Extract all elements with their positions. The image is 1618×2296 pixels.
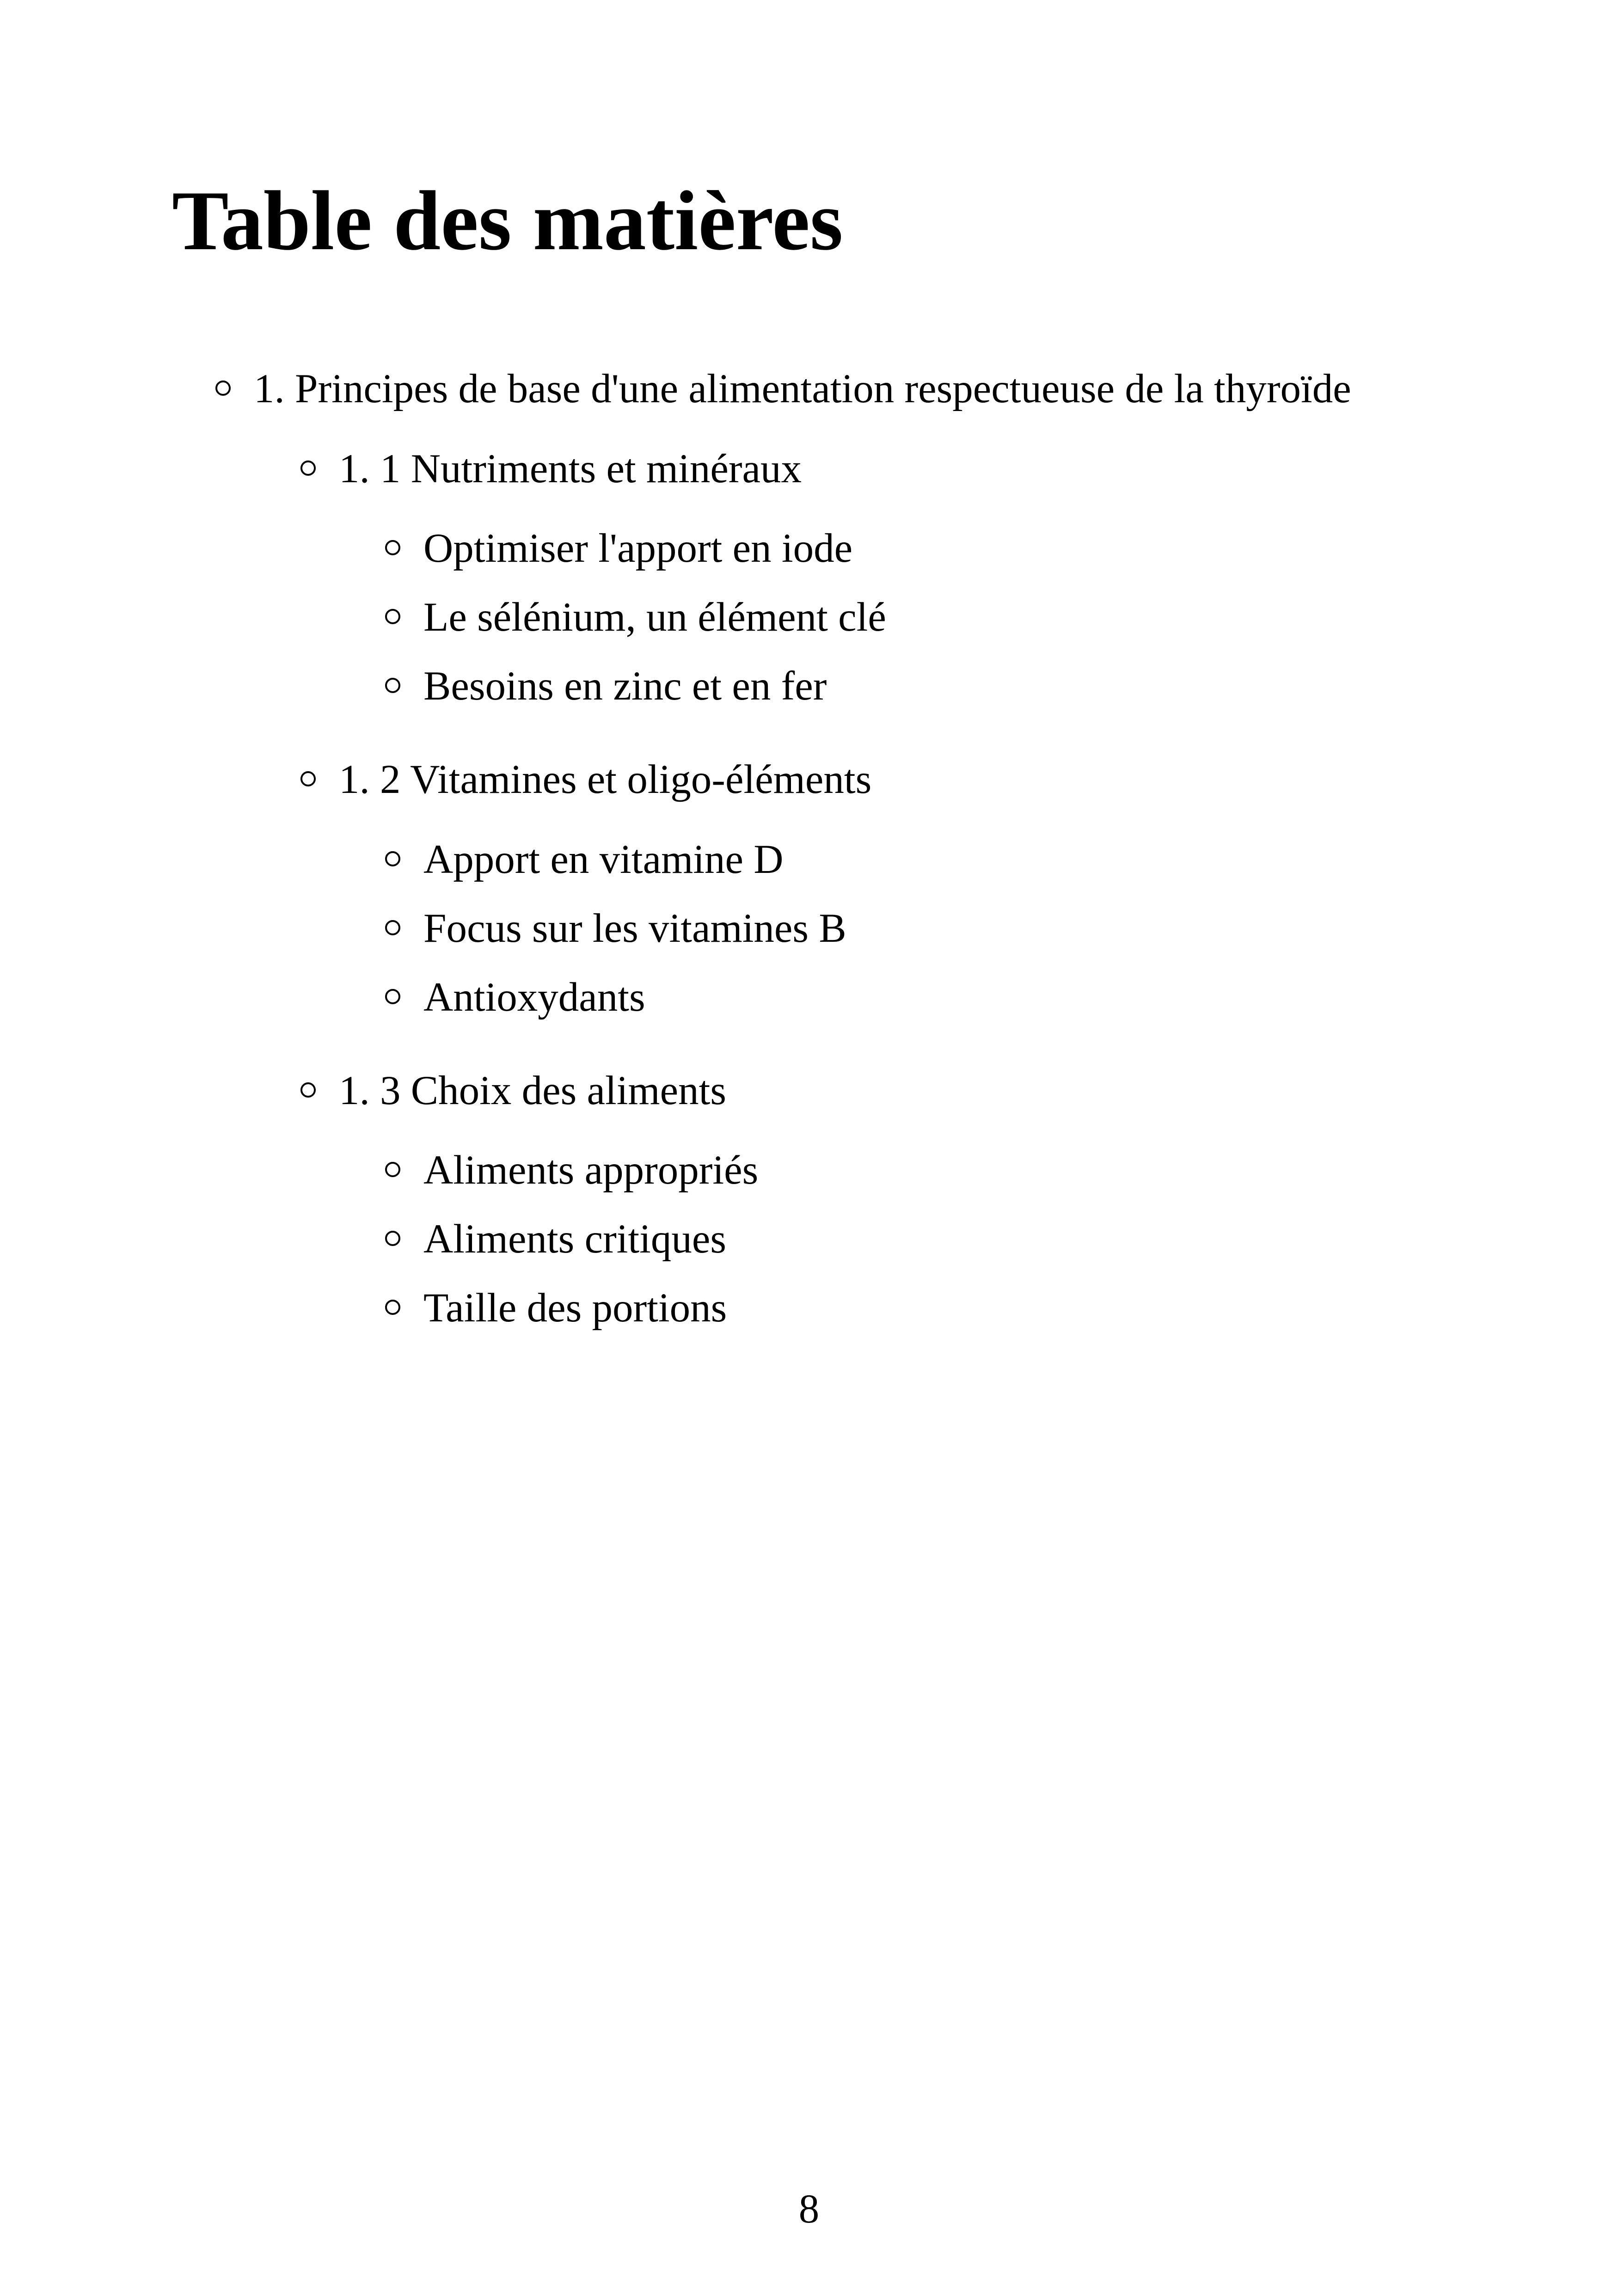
toc-subsection-item: [385, 908, 846, 949]
hollow-circle-bullet-icon: [385, 920, 400, 935]
toc-subsection-item: [385, 839, 784, 880]
toc-subsection-label: Focus sur les vitamines B: [423, 906, 846, 951]
toc-subsection-label: Aliments appropriés: [423, 1148, 759, 1193]
hollow-circle-bullet-icon: [300, 771, 316, 786]
toc-subsection-item: [385, 977, 645, 1018]
toc-subsection-label: Optimiser l'apport en iode: [423, 526, 853, 571]
toc-section-label: 1. 2 Vitamines et oligo-éléments: [339, 757, 872, 802]
toc-subsection-label: Taille des portions: [423, 1285, 727, 1331]
hollow-circle-bullet-icon: [385, 540, 400, 555]
hollow-circle-bullet-icon: [385, 851, 400, 866]
toc-subsection-label: Aliments critiques: [423, 1216, 727, 1262]
hollow-circle-bullet-icon: [385, 609, 400, 624]
toc-subsection-label: Antioxydants: [423, 975, 645, 1020]
toc-subsection-label: Le sélénium, un élément clé: [423, 595, 886, 640]
toc-chapter-1: [215, 368, 1351, 410]
toc-subsection-item: [385, 1216, 727, 1262]
toc-section-1-3: [300, 1070, 726, 1111]
page-title: Table des matières: [172, 173, 843, 268]
toc-section-1-2: [300, 759, 871, 800]
toc-chapter-label: 1. Principes de base d'une alimentation respectueuse de la thyroïde: [254, 366, 1351, 411]
hollow-circle-bullet-icon: [300, 460, 316, 476]
toc-subsection-label: Besoins en zinc et en fer: [423, 663, 827, 709]
toc-subsection-item: [385, 1150, 758, 1191]
toc-section-1-1: [300, 448, 802, 490]
toc-subsection-item: [385, 597, 886, 638]
toc-section-label: 1. 1 Nutriments et minéraux: [339, 446, 802, 491]
hollow-circle-bullet-icon: [385, 989, 400, 1004]
hollow-circle-bullet-icon: [385, 1300, 400, 1315]
toc-section-label: 1. 3 Choix des aliments: [339, 1068, 727, 1113]
hollow-circle-bullet-icon: [215, 381, 231, 396]
toc-subsection-item: [385, 663, 827, 709]
hollow-circle-bullet-icon: [300, 1082, 316, 1098]
toc-subsection-item: [385, 528, 852, 569]
toc-subsection-item: [385, 1285, 727, 1331]
hollow-circle-bullet-icon: [385, 1231, 400, 1246]
hollow-circle-bullet-icon: [385, 678, 400, 693]
hollow-circle-bullet-icon: [385, 1162, 400, 1177]
page-number: 8: [798, 2186, 820, 2232]
toc-subsection-label: Apport en vitamine D: [423, 837, 784, 882]
